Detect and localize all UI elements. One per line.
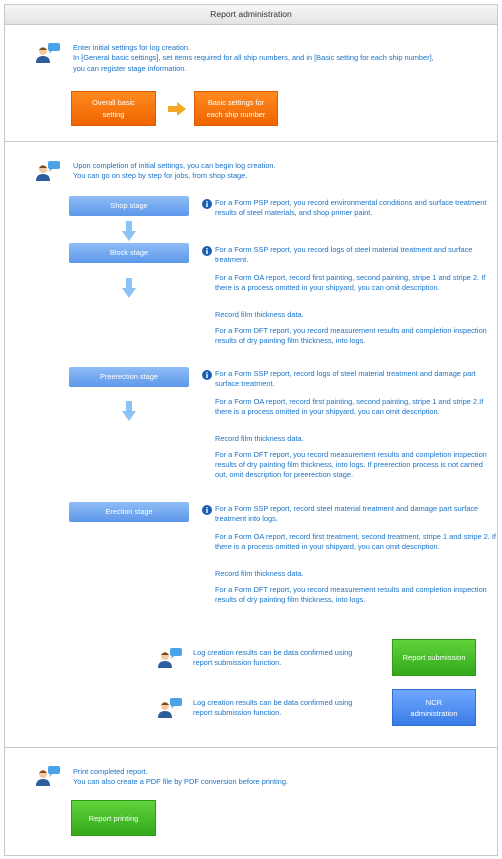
person-speech-icon xyxy=(157,697,183,719)
log-text-2: You can go on step by step for jobs, from shop stage. xyxy=(73,171,248,181)
block-stage-button[interactable]: Block stage xyxy=(69,243,189,263)
print-text-1: Print completed report. xyxy=(73,767,148,776)
arrow-down-icon xyxy=(122,401,136,421)
block-note-1: For a Form SSP report, you record logs of steel material treatment and surface treatment. xyxy=(215,245,473,265)
arrow-down-icon xyxy=(122,221,136,241)
erection-note-1: For a Form SSP report, record steel material treatment and damage part surface treatment into logs. xyxy=(215,504,479,524)
arrow-right-icon xyxy=(168,102,186,116)
divider xyxy=(5,141,497,142)
block-note-2: For a Form OA report, record first painting, second painting, stripe 1 and stripe 2. If there is a process omitted in your shipyard, you can omit description. xyxy=(215,273,486,293)
confirm-text-2a: Log creation results can be data confirmed using xyxy=(193,698,353,707)
confirm-text-2b: report submission function. xyxy=(193,708,282,718)
erection-stage-button[interactable]: Erection stage xyxy=(69,502,189,522)
confirm-text-1b: report submission function. xyxy=(193,658,282,668)
block-note-4: For a Form DFT report, you record measurement results and completion inspection results of dry painting film thickness, into logs. xyxy=(215,326,487,346)
person-speech-icon xyxy=(35,42,61,64)
intro-text-2: In [General basic settings], set items required for all ship numbers, and in [Basic setting for each ship number], xyxy=(73,53,434,63)
person-speech-icon xyxy=(157,647,183,669)
preerection-stage-button[interactable]: Preerection stage xyxy=(69,367,189,387)
confirm-text-1a: Log creation results can be data confirmed using xyxy=(193,648,353,657)
info-icon xyxy=(202,370,212,380)
person-speech-icon xyxy=(35,765,61,787)
block-note-3: Record film thickness data. xyxy=(215,310,304,319)
shop-note: For a Form PSP report, you record environmental conditions and surface treatment results of steel materials, and shop primer paint. xyxy=(215,198,487,218)
erection-note-3: Record film thickness data. xyxy=(215,569,304,578)
preerection-note-1: For a Form SSP report, record logs of steel material treatment and damage part surface treatment. xyxy=(215,369,476,389)
erection-note-4: For a Form DFT report, you record measurement results and completion inspection results of dry painting film thickness, into logs. xyxy=(215,585,487,605)
preerection-note-2: For a Form OA report, record first painting, second painting, stripe 1 and stripe 2.If there is a process omitted in your shipyard, you can omit description. xyxy=(215,397,484,417)
shop-stage-button[interactable]: Shop stage xyxy=(69,196,189,216)
ncr-administration-button[interactable]: NCR administration xyxy=(392,689,476,726)
intro-text-3: you can register stage information. xyxy=(73,63,187,73)
intro-text-1: Enter initial settings for log creation. xyxy=(73,43,191,52)
page-title: Report administration xyxy=(5,5,497,25)
preerection-note-3: Record film thickness data. xyxy=(215,434,304,443)
ship-basic-settings-button[interactable]: Basic settings for each ship number xyxy=(194,91,278,126)
info-icon xyxy=(202,199,212,209)
arrow-down-icon xyxy=(122,278,136,298)
print-text-2: You can also create a PDF file by PDF conversion before printing. xyxy=(73,777,288,787)
log-text-1: Upon completion of initial settings, you can begin log creation. xyxy=(73,161,276,170)
overall-basic-setting-button[interactable]: Overall basic setting xyxy=(71,91,156,126)
report-admin-panel xyxy=(4,4,498,856)
info-icon xyxy=(202,246,212,256)
erection-note-2: For a Form OA report, record first treatment, second treatment, stripe 1 and stripe 2. If there is a process omitted in your shipyard, you can omit description. xyxy=(215,532,496,552)
report-printing-button[interactable]: Report printing xyxy=(71,800,156,836)
info-icon xyxy=(202,505,212,515)
report-submission-button[interactable]: Report submission xyxy=(392,639,476,676)
divider xyxy=(5,747,497,748)
person-speech-icon xyxy=(35,160,61,182)
preerection-note-4: For a Form DFT report, you record measurement results and completion inspection results of dry painting film thickness, into logs. If preerection process is not carried out, omit description for preerection stage. xyxy=(215,450,487,480)
